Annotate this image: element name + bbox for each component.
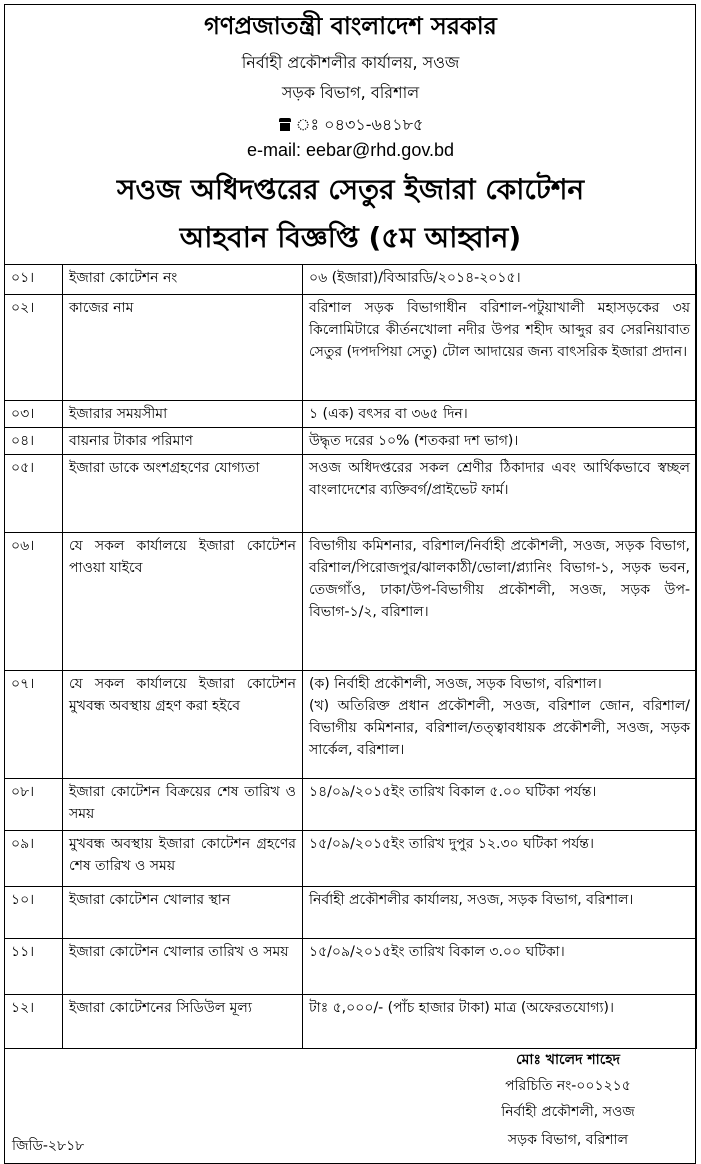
row-value: নির্বাহী প্রকৌশলীর কার্যালয়, সওজ, সড়ক বিভাগ, বরিশাল। (303, 887, 697, 939)
telephone-icon (278, 118, 292, 131)
notice-title-line-2: আহবান বিজ্ঞপ্তি (৫ম আহ্বান) (179, 221, 522, 254)
signatory-division: সড়ক বিভাগ, বরিশাল (507, 1132, 629, 1148)
row-number: ০২। (5, 295, 63, 401)
row-value: বরিশাল সড়ক বিভাগাধীন বরিশাল-পটুয়াখালী মহাসড়কের ৩য় কিলোমিটারে কীর্তনখোলা নদীর উপর শহীদ আব্দুর রব সেরনিয়াবাত সেতুর (দপদপিয়া সেতু) টোল আদায়ের জন্য বাৎসরিক ইজারা প্রদান। (303, 295, 697, 401)
gd-number: জিডি-২৮১৮ (12, 1138, 85, 1154)
table-row (5, 533, 697, 671)
row-value: টাঃ ৫,০০০/- (পাঁচ হাজার টাকা) মাত্র (অফেরতযোগ্য)। (303, 995, 697, 1049)
email-line: e-mail: eebar@rhd.gov.bd (246, 140, 455, 160)
division-name: সড়ক বিভাগ, বরিশাল (281, 83, 420, 102)
table-row (5, 995, 697, 1049)
row-value: ১৫/০৯/২০১৫ইং তারিখ দুপুর ১২.৩০ ঘটিকা পর্যন্ত। (303, 831, 697, 887)
row-value: বিভাগীয় কমিশনার, বরিশাল/নির্বাহী প্রকৌশলী, সওজ, সড়ক বিভাগ, বরিশাল/পিরোজপুর/ঝালকাঠী/ভোলা/প্ল্যানিং বিভাগ-১, সড়ক ভবন, তেজগাঁও, ঢাকা/উপ-বিভাগীয় প্রকৌশলী, সওজ, সড়ক উপ-বিভাগ-১/২, বরিশাল। (303, 533, 697, 671)
row-number: ১২। (5, 995, 63, 1049)
table-row (5, 671, 697, 779)
row-number: ০৩। (5, 401, 63, 428)
signatory-name: মোঃ খালেদ শাহেদ (515, 1052, 621, 1068)
table-row (5, 401, 697, 428)
row-label: ইজারা কোটেশন খোলার স্থান (63, 887, 303, 939)
row-label: মুখবন্ধ অবস্থায় ইজারা কোটেশন গ্রহণের শেষ তারিখ ও সময় (63, 831, 303, 887)
row-label: ইজারা কোটেশন নং (63, 265, 303, 295)
phone-line (0, 112, 701, 139)
row-number: ০৬। (5, 533, 63, 671)
row-label: যে সকল কার্যালয়ে ইজারা কোটেশন পাওয়া যাইবে (63, 533, 303, 671)
row-value: ১৫/০৯/২০১৫ইং তারিখ বিকাল ৩.০০ ঘটিকা। (303, 939, 697, 995)
office-name: নির্বাহী প্রকৌশলীর কার্যালয়, সওজ (241, 53, 460, 72)
table-row (5, 779, 697, 831)
table-row (5, 428, 697, 455)
row-value: উদ্ধৃত দরের ১০% (শতকরা দশ ভাগ)। (303, 428, 697, 455)
row-number: ০৭। (5, 671, 63, 779)
table-row (5, 887, 697, 939)
signatory-designation: নির্বাহী প্রকৌশলী, সওজ (501, 1104, 635, 1120)
table-row (5, 455, 697, 533)
table-row (5, 831, 697, 887)
receiving-office-a: (ক) নির্বাহী প্রকৌশলী, সওজ, সড়ক বিভাগ, বরিশাল। (309, 676, 602, 692)
row-value (303, 671, 697, 779)
notice-table (4, 264, 697, 1049)
row-label: ইজারা কোটেশন খোলার তারিখ ও সময় (63, 939, 303, 995)
row-number: ১১। (5, 939, 63, 995)
phone-number: ঃ ০৪৩১-৬৪১৮৫ (295, 115, 424, 134)
row-label: কাজের নাম (63, 295, 303, 401)
signatory-id: পরিচিতি নং-০০১২১৫ (505, 1078, 631, 1094)
row-number: ১০। (5, 887, 63, 939)
row-label: যে সকল কার্যালয়ে ইজারা কোটেশন মুখবন্ধ অবস্থায় গ্রহণ করা হইবে (63, 671, 303, 779)
row-number: ০৫। (5, 455, 63, 533)
table-row (5, 295, 697, 401)
table-row (5, 265, 697, 295)
row-value: সওজ অধিদপ্তরের সকল শ্রেণীর ঠিকাদার এবং আর্থিকভাবে স্বচ্ছল বাংলাদেশের ব্যক্তিবর্গ/প্রাইভেট ফার্ম। (303, 455, 697, 533)
row-number: ০৯। (5, 831, 63, 887)
row-label: বায়নার টাকার পরিমাণ (63, 428, 303, 455)
row-label: ইজারা কোটেশনের সিডিউল মূল্য (63, 995, 303, 1049)
row-number: ০১। (5, 265, 63, 295)
receiving-office-b: (খ) অতিরিক্ত প্রধান প্রকৌশলী, সওজ, বরিশাল জোন, বরিশাল/বিভাগীয় কমিশনার, বরিশাল/তত্ত্বাবধায়ক প্রকৌশলী, সওজ, সড়ক সার্কেল, বরিশাল। (309, 698, 690, 758)
table-row (5, 939, 697, 995)
row-value: ০৬ (ইজারা)/বিআরডি/২০১৪-২০১৫। (303, 265, 697, 295)
row-value: ১৪/০৯/২০১৫ইং তারিখ বিকাল ৫.০০ ঘটিকা পর্যন্ত। (303, 779, 697, 831)
notice-title-line-1: সওজ অধিদপ্তরের সেতুর ইজারা কোটেশন (116, 173, 585, 206)
government-heading: গণপ্রজাতন্ত্রী বাংলাদেশ সরকার (204, 12, 497, 40)
row-number: ০৪। (5, 428, 63, 455)
row-label: ইজারা কোটেশন বিক্রয়ের শেষ তারিখ ও সময় (63, 779, 303, 831)
row-label: ইজারা ডাকে অংশগ্রহণের যোগ্যতা (63, 455, 303, 533)
row-value: ১ (এক) বৎসর বা ৩৬৫ দিন। (303, 401, 697, 428)
row-number: ০৮। (5, 779, 63, 831)
row-label: ইজারার সময়সীমা (63, 401, 303, 428)
